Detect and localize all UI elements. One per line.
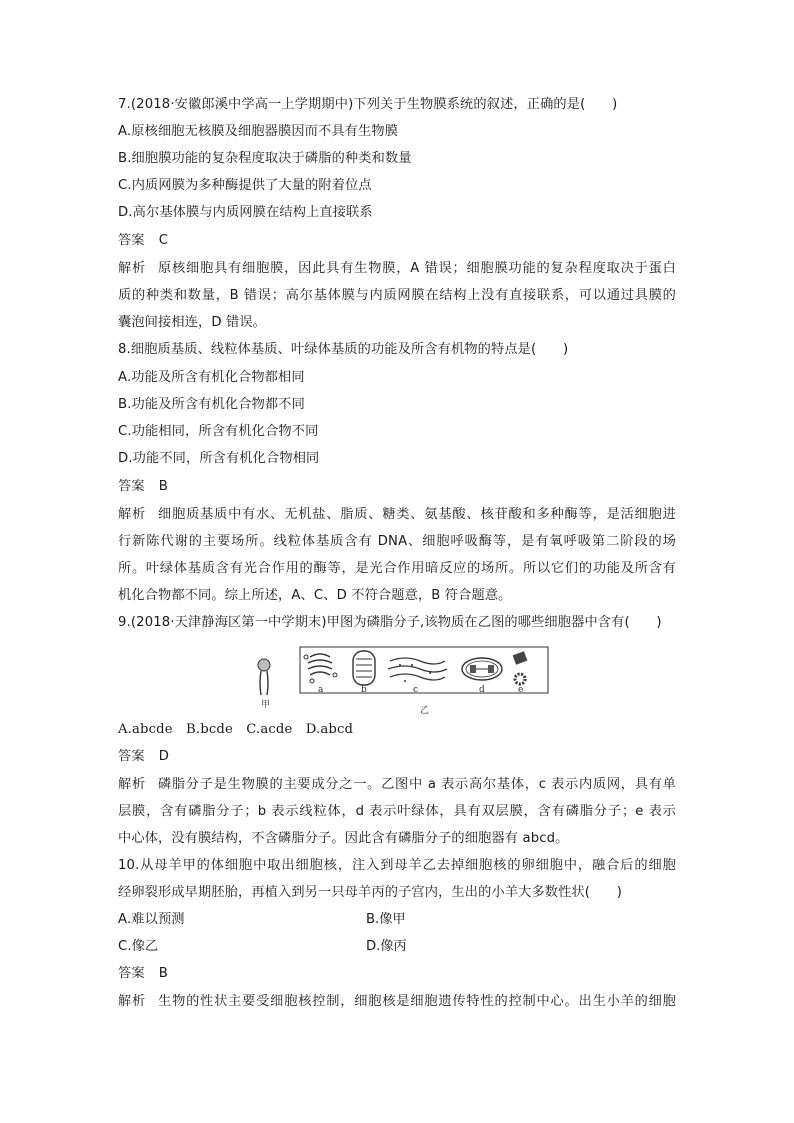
q9-figure-svg bbox=[250, 645, 560, 717]
q7-analysis-line-3: 囊泡间接相连，D 错误。 bbox=[118, 315, 267, 330]
analysis-label: 解析 bbox=[118, 777, 146, 792]
q9-answer bbox=[118, 747, 169, 767]
q10-stem-line-2: 经卵裂形成早期胚胎，再植入到另一只母羊丙的子宫内，生出的小羊大多数性状( ) bbox=[118, 885, 623, 900]
q8-option-b: B.功能及所含有机化合物都不同 bbox=[118, 397, 305, 412]
q7-answer bbox=[118, 231, 168, 251]
q7-stem: 7.(2018·安徽郎溪中学高一上学期期中)下列关于生物膜系统的叙述，正确的是( ) bbox=[118, 97, 618, 112]
figure-label-left: 甲 bbox=[261, 700, 271, 710]
q7-analysis-line-1: 解析 原核细胞具有细胞膜，因此具有生物膜，A 错误；细胞膜功能的复杂程度取决于蛋白 bbox=[118, 261, 676, 276]
figure-label-right: 乙 bbox=[420, 706, 430, 716]
chloroplast-icon bbox=[462, 658, 502, 680]
q7-option-d: D.高尔基体膜与内质网膜在结构上直接联系 bbox=[118, 205, 373, 220]
figure-label-b: b bbox=[361, 685, 367, 695]
answer-value: B bbox=[158, 966, 168, 981]
answer-label: 答案 bbox=[118, 233, 145, 248]
q8-option-a: A.功能及所含有机化合物都相同 bbox=[118, 370, 305, 385]
q8-option-d: D.功能不同，所含有机化合物相同 bbox=[118, 451, 320, 466]
figure-label-e: e bbox=[518, 685, 524, 695]
q9-analysis-line-1: 解析 磷脂分子是生物膜的主要成分之一。乙图中 a 表示高尔基体，c 表示内质网，具有单 bbox=[118, 777, 676, 792]
answer-label: 答案 bbox=[118, 479, 145, 494]
q8-answer bbox=[118, 477, 168, 497]
answer-label: 答案 bbox=[118, 966, 145, 981]
q8-stem: 8.细胞质基质、线粒体基质、叶绿体基质的功能及所含有机物的特点是( ) bbox=[118, 342, 569, 357]
figure-label-a: a bbox=[318, 685, 324, 695]
q7-option-b: B.细胞膜功能的复杂程度取决于磷脂的种类和数量 bbox=[118, 151, 412, 166]
answer-value: C bbox=[158, 233, 169, 248]
q9-stem: 9.(2018·天津静海区第一中学期末)甲图为磷脂分子,该物质在乙图的哪些细胞器中含有( ) bbox=[118, 615, 662, 630]
analysis-label: 解析 bbox=[118, 994, 147, 1009]
q8-analysis-line-3: 所。叶绿体基质含有光合作用的酶等，是光合作用暗反应的场所。所以它们的功能及所含有 bbox=[118, 561, 676, 576]
q10-option-b: B.像甲 bbox=[366, 912, 406, 927]
q8-analysis-line-2: 行新陈代谢的主要场所。线粒体基质含有 DNA、细胞呼吸酶等，是有氧呼吸第二阶段的场 bbox=[118, 534, 676, 549]
q8-analysis-line-1: 解析 细胞质基质中有水、无机盐、脂质、糖类、氨基酸、核苷酸和多种酶等，是活细胞进 bbox=[118, 507, 676, 522]
q10-stem-line-1: 10.从母羊甲的体细胞中取出细胞核，注入到母羊乙去掉细胞核的卵细胞中，融合后的细胞 bbox=[118, 858, 676, 873]
q10-option-a: A.难以预测 bbox=[118, 912, 185, 927]
q9-figure bbox=[250, 645, 560, 717]
mitochondrion-icon bbox=[353, 651, 375, 685]
figure-label-d: d bbox=[479, 685, 485, 695]
q10-analysis-line-1: 解析 生物的性状主要受细胞核控制，细胞核是细胞遗传特性的控制中心。出生小羊的细胞 bbox=[118, 994, 676, 1009]
answer-value: B bbox=[158, 479, 168, 494]
q7-option-c: C.内质网膜为多种酶提供了大量的附着位点 bbox=[118, 178, 372, 193]
q9-analysis-line-3: 中心体，没有膜结构，不含磷脂分子。因此含有磷脂分子的细胞器有 abcd。 bbox=[118, 831, 569, 846]
q10-option-d: D.像丙 bbox=[366, 939, 407, 954]
golgi-icon bbox=[304, 654, 337, 683]
q7-option-a: A.原核细胞无核膜及细胞器膜因而不具有生物膜 bbox=[118, 124, 399, 139]
endoplasmic-reticulum-icon bbox=[388, 658, 447, 682]
q7-analysis-line-2: 质的种类和数量，B 错误；高尔基体膜与内质网膜在结构上没有直接联系，可以通过具膜的 bbox=[118, 288, 676, 303]
q8-option-c: C.功能相同，所含有机化合物不同 bbox=[118, 424, 319, 439]
analysis-label: 解析 bbox=[118, 261, 147, 276]
answer-value: D bbox=[158, 749, 169, 764]
answer-label: 答案 bbox=[118, 749, 145, 764]
q8-analysis-line-4: 机化合物都不同。综上所述，A、C、D 不符合题意，B 符合题意。 bbox=[118, 588, 512, 603]
centrosome-icon bbox=[513, 651, 528, 684]
analysis-label: 解析 bbox=[118, 507, 147, 522]
phospholipid-icon bbox=[258, 659, 270, 695]
q9-options: A.abcde B.bcde C.acde D.abcd bbox=[118, 722, 354, 737]
q9-analysis-line-2: 层膜，含有磷脂分子；b 表示线粒体，d 表示叶绿体，具有双层膜，含有磷脂分子；e 表示 bbox=[118, 804, 676, 819]
q10-option-c: C.像乙 bbox=[118, 939, 159, 954]
figure-label-c: c bbox=[413, 685, 419, 695]
q10-answer bbox=[118, 964, 168, 984]
